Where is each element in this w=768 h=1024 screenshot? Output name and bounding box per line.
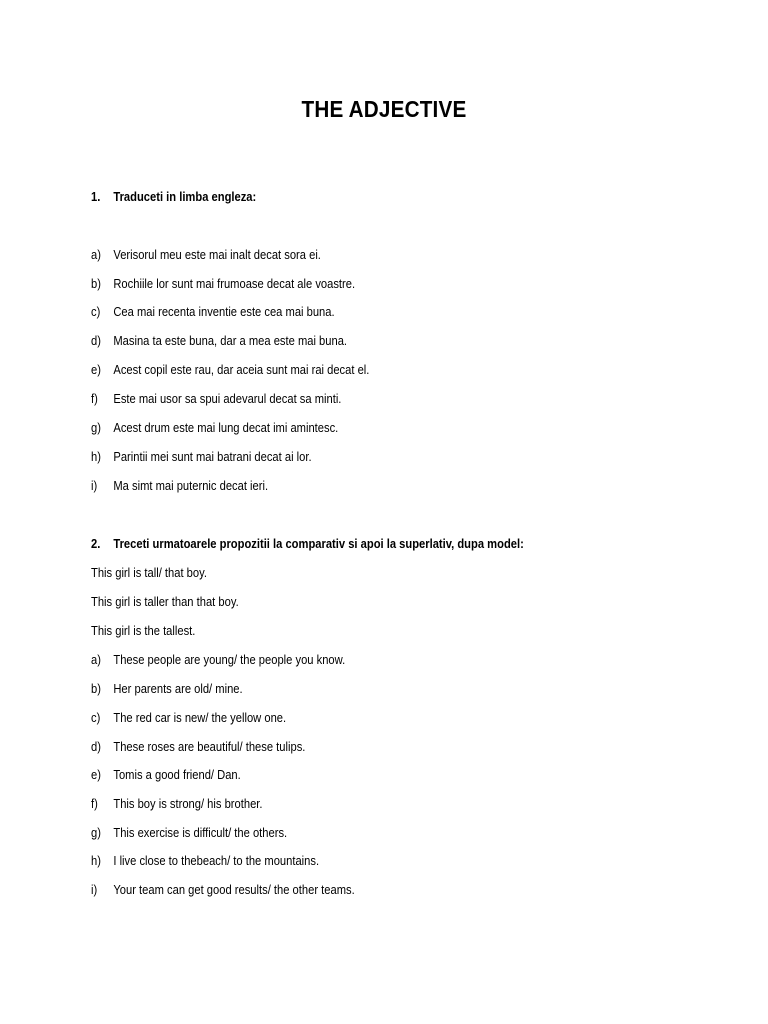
list-item-text: This boy is strong/ his brother. bbox=[113, 796, 263, 811]
list-item-marker: c) bbox=[91, 304, 101, 319]
list-item bbox=[91, 767, 241, 783]
exercise-1-number: 1. bbox=[91, 189, 101, 204]
list-item-text: Cea mai recenta inventie este cea mai buna. bbox=[113, 304, 335, 319]
list-item bbox=[91, 276, 355, 292]
list-item-marker: i) bbox=[91, 478, 98, 493]
list-item-text: Ma simt mai puternic decat ieri. bbox=[113, 478, 269, 493]
list-item bbox=[91, 710, 286, 726]
list-item bbox=[91, 652, 345, 668]
list-item-text: I live close to thebeach/ to the mountains. bbox=[113, 853, 320, 868]
model-sentence: This girl is the tallest. bbox=[91, 623, 196, 638]
list-item-marker: h) bbox=[91, 449, 101, 464]
list-item-marker: h) bbox=[91, 853, 101, 868]
page-title: THE ADJECTIVE bbox=[301, 96, 467, 122]
list-item bbox=[91, 391, 341, 407]
list-item bbox=[91, 882, 355, 898]
model-sentence: This girl is taller than that boy. bbox=[91, 594, 239, 609]
list-item-marker: f) bbox=[91, 796, 98, 811]
exercise-2-number: 2. bbox=[91, 536, 101, 551]
list-item-text: These roses are beautiful/ these tulips. bbox=[113, 739, 306, 754]
list-item bbox=[91, 681, 243, 697]
model-sentence: This girl is tall/ that boy. bbox=[91, 565, 207, 580]
list-item bbox=[91, 739, 305, 755]
list-item-marker: c) bbox=[91, 710, 101, 725]
list-item bbox=[91, 449, 312, 465]
list-item bbox=[91, 304, 335, 320]
list-item-text: Your team can get good results/ the other teams. bbox=[113, 882, 355, 897]
list-item bbox=[91, 478, 268, 494]
list-item-marker: b) bbox=[91, 681, 101, 696]
list-item-text: This exercise is difficult/ the others. bbox=[113, 825, 288, 840]
list-item-text: Masina ta este buna, dar a mea este mai buna. bbox=[113, 333, 348, 348]
list-item-text: Parintii mei sunt mai batrani decat ai lor. bbox=[113, 449, 312, 464]
list-item bbox=[91, 825, 287, 841]
list-item-marker: g) bbox=[91, 825, 101, 840]
list-item-marker: d) bbox=[91, 333, 101, 348]
exercise-2-heading bbox=[91, 536, 524, 552]
list-item-text: Verisorul meu este mai inalt decat sora ei. bbox=[113, 247, 321, 262]
exercise-1-heading bbox=[91, 189, 256, 205]
list-item bbox=[91, 853, 319, 869]
list-item-marker: e) bbox=[91, 362, 101, 377]
list-item-text: Este mai usor sa spui adevarul decat sa minti. bbox=[113, 391, 342, 406]
list-item bbox=[91, 420, 338, 436]
list-item-marker: a) bbox=[91, 652, 101, 667]
list-item-marker: i) bbox=[91, 882, 98, 897]
list-item-text: Her parents are old/ mine. bbox=[113, 681, 243, 696]
list-item-text: These people are young/ the people you know. bbox=[113, 652, 346, 667]
list-item-marker: g) bbox=[91, 420, 101, 435]
list-item bbox=[91, 362, 369, 378]
list-item-text: Acest drum este mai lung decat imi amintesc. bbox=[113, 420, 339, 435]
list-item-marker: e) bbox=[91, 767, 101, 782]
exercise-2-instruction: Treceti urmatoarele propozitii la comparativ si apoi la superlativ, dupa model: bbox=[113, 536, 524, 551]
exercise-1-instruction: Traduceti in limba engleza: bbox=[113, 189, 257, 204]
list-item bbox=[91, 796, 263, 812]
list-item-text: Acest copil este rau, dar aceia sunt mai rai decat el. bbox=[113, 362, 370, 377]
list-item bbox=[91, 247, 321, 263]
list-item-marker: a) bbox=[91, 247, 101, 262]
list-item-text: Tomis a good friend/ Dan. bbox=[113, 767, 241, 782]
list-item-text: The red car is new/ the yellow one. bbox=[113, 710, 287, 725]
list-item-marker: f) bbox=[91, 391, 98, 406]
list-item-marker: b) bbox=[91, 276, 101, 291]
list-item-text: Rochiile lor sunt mai frumoase decat ale voastre. bbox=[113, 276, 356, 291]
list-item bbox=[91, 333, 347, 349]
list-item-marker: d) bbox=[91, 739, 101, 754]
